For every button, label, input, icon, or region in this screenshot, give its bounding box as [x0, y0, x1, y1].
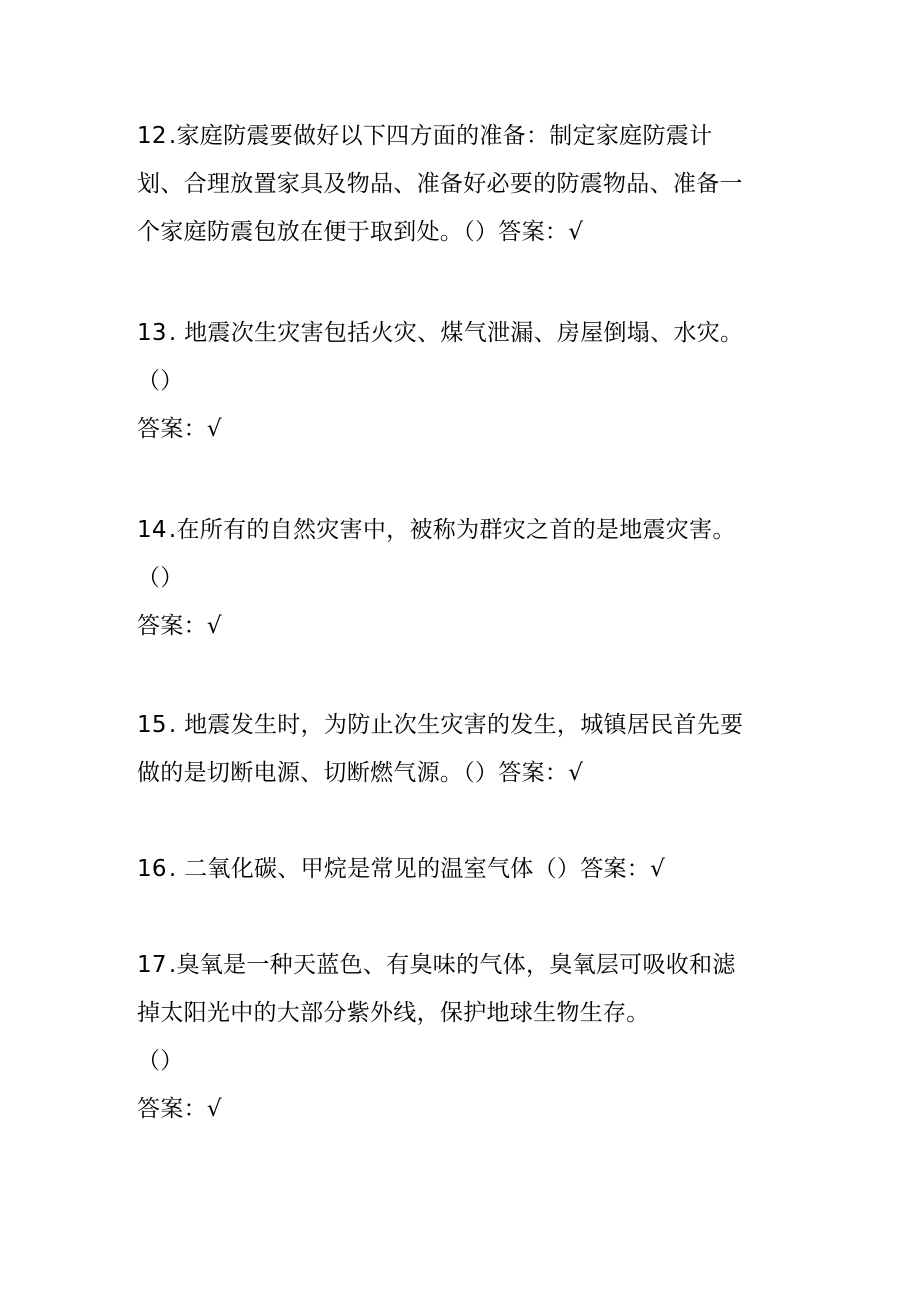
question-number: 12	[137, 123, 167, 149]
answer-line: 答案：√	[137, 1096, 222, 1122]
answer-line: 答案：√	[137, 613, 222, 639]
answer-line: 答案：√	[137, 416, 222, 442]
question-17	[137, 941, 797, 1133]
question-line: 做的是切断电源、切断燃气源。（）答案：√	[137, 760, 584, 786]
question-line: 掉太阳光中的大部分紫外线，保护地球生物生存。	[137, 1000, 650, 1026]
question-line: 划、合理放置家具及物品、准备好必要的防震物品、准备一	[137, 171, 743, 197]
question-line	[137, 506, 797, 554]
question-line	[137, 701, 797, 749]
answer-blank: （）	[137, 368, 184, 394]
question-number: 15	[137, 712, 167, 738]
question-number: 14	[137, 517, 167, 543]
question-line	[137, 309, 797, 357]
question-number: 16	[137, 856, 167, 882]
answer-blank: （）	[137, 1048, 184, 1074]
question-14	[137, 506, 797, 650]
question-text: .臭氧是一种天蓝色、有臭味的气体，臭氧层可吸收和滤	[168, 952, 736, 978]
question-text: . 地震次生灾害包括火灾、煤气泄漏、房屋倒塌、水灾。	[168, 320, 744, 346]
question-number: 17	[137, 952, 167, 978]
question-line	[137, 845, 797, 893]
question-12	[137, 112, 797, 256]
question-line: 个家庭防震包放在便于取到处。（）答案：√	[137, 219, 584, 245]
question-line	[137, 112, 797, 160]
question-15	[137, 701, 797, 797]
question-text: . 二氧化碳、甲烷是常见的温室气体（）答案：√	[168, 856, 666, 882]
answer-blank: （）	[137, 565, 184, 591]
question-13	[137, 309, 797, 453]
question-16	[137, 845, 797, 893]
question-text: .家庭防震要做好以下四方面的准备：制定家庭防震计	[168, 123, 713, 149]
question-text: .在所有的自然灾害中，被称为群灾之首的是地震灾害。	[168, 517, 736, 543]
question-number: 13	[137, 320, 167, 346]
question-line	[137, 941, 797, 989]
question-text: . 地震发生时，为防止次生灾害的发生，城镇居民首先要	[168, 712, 744, 738]
